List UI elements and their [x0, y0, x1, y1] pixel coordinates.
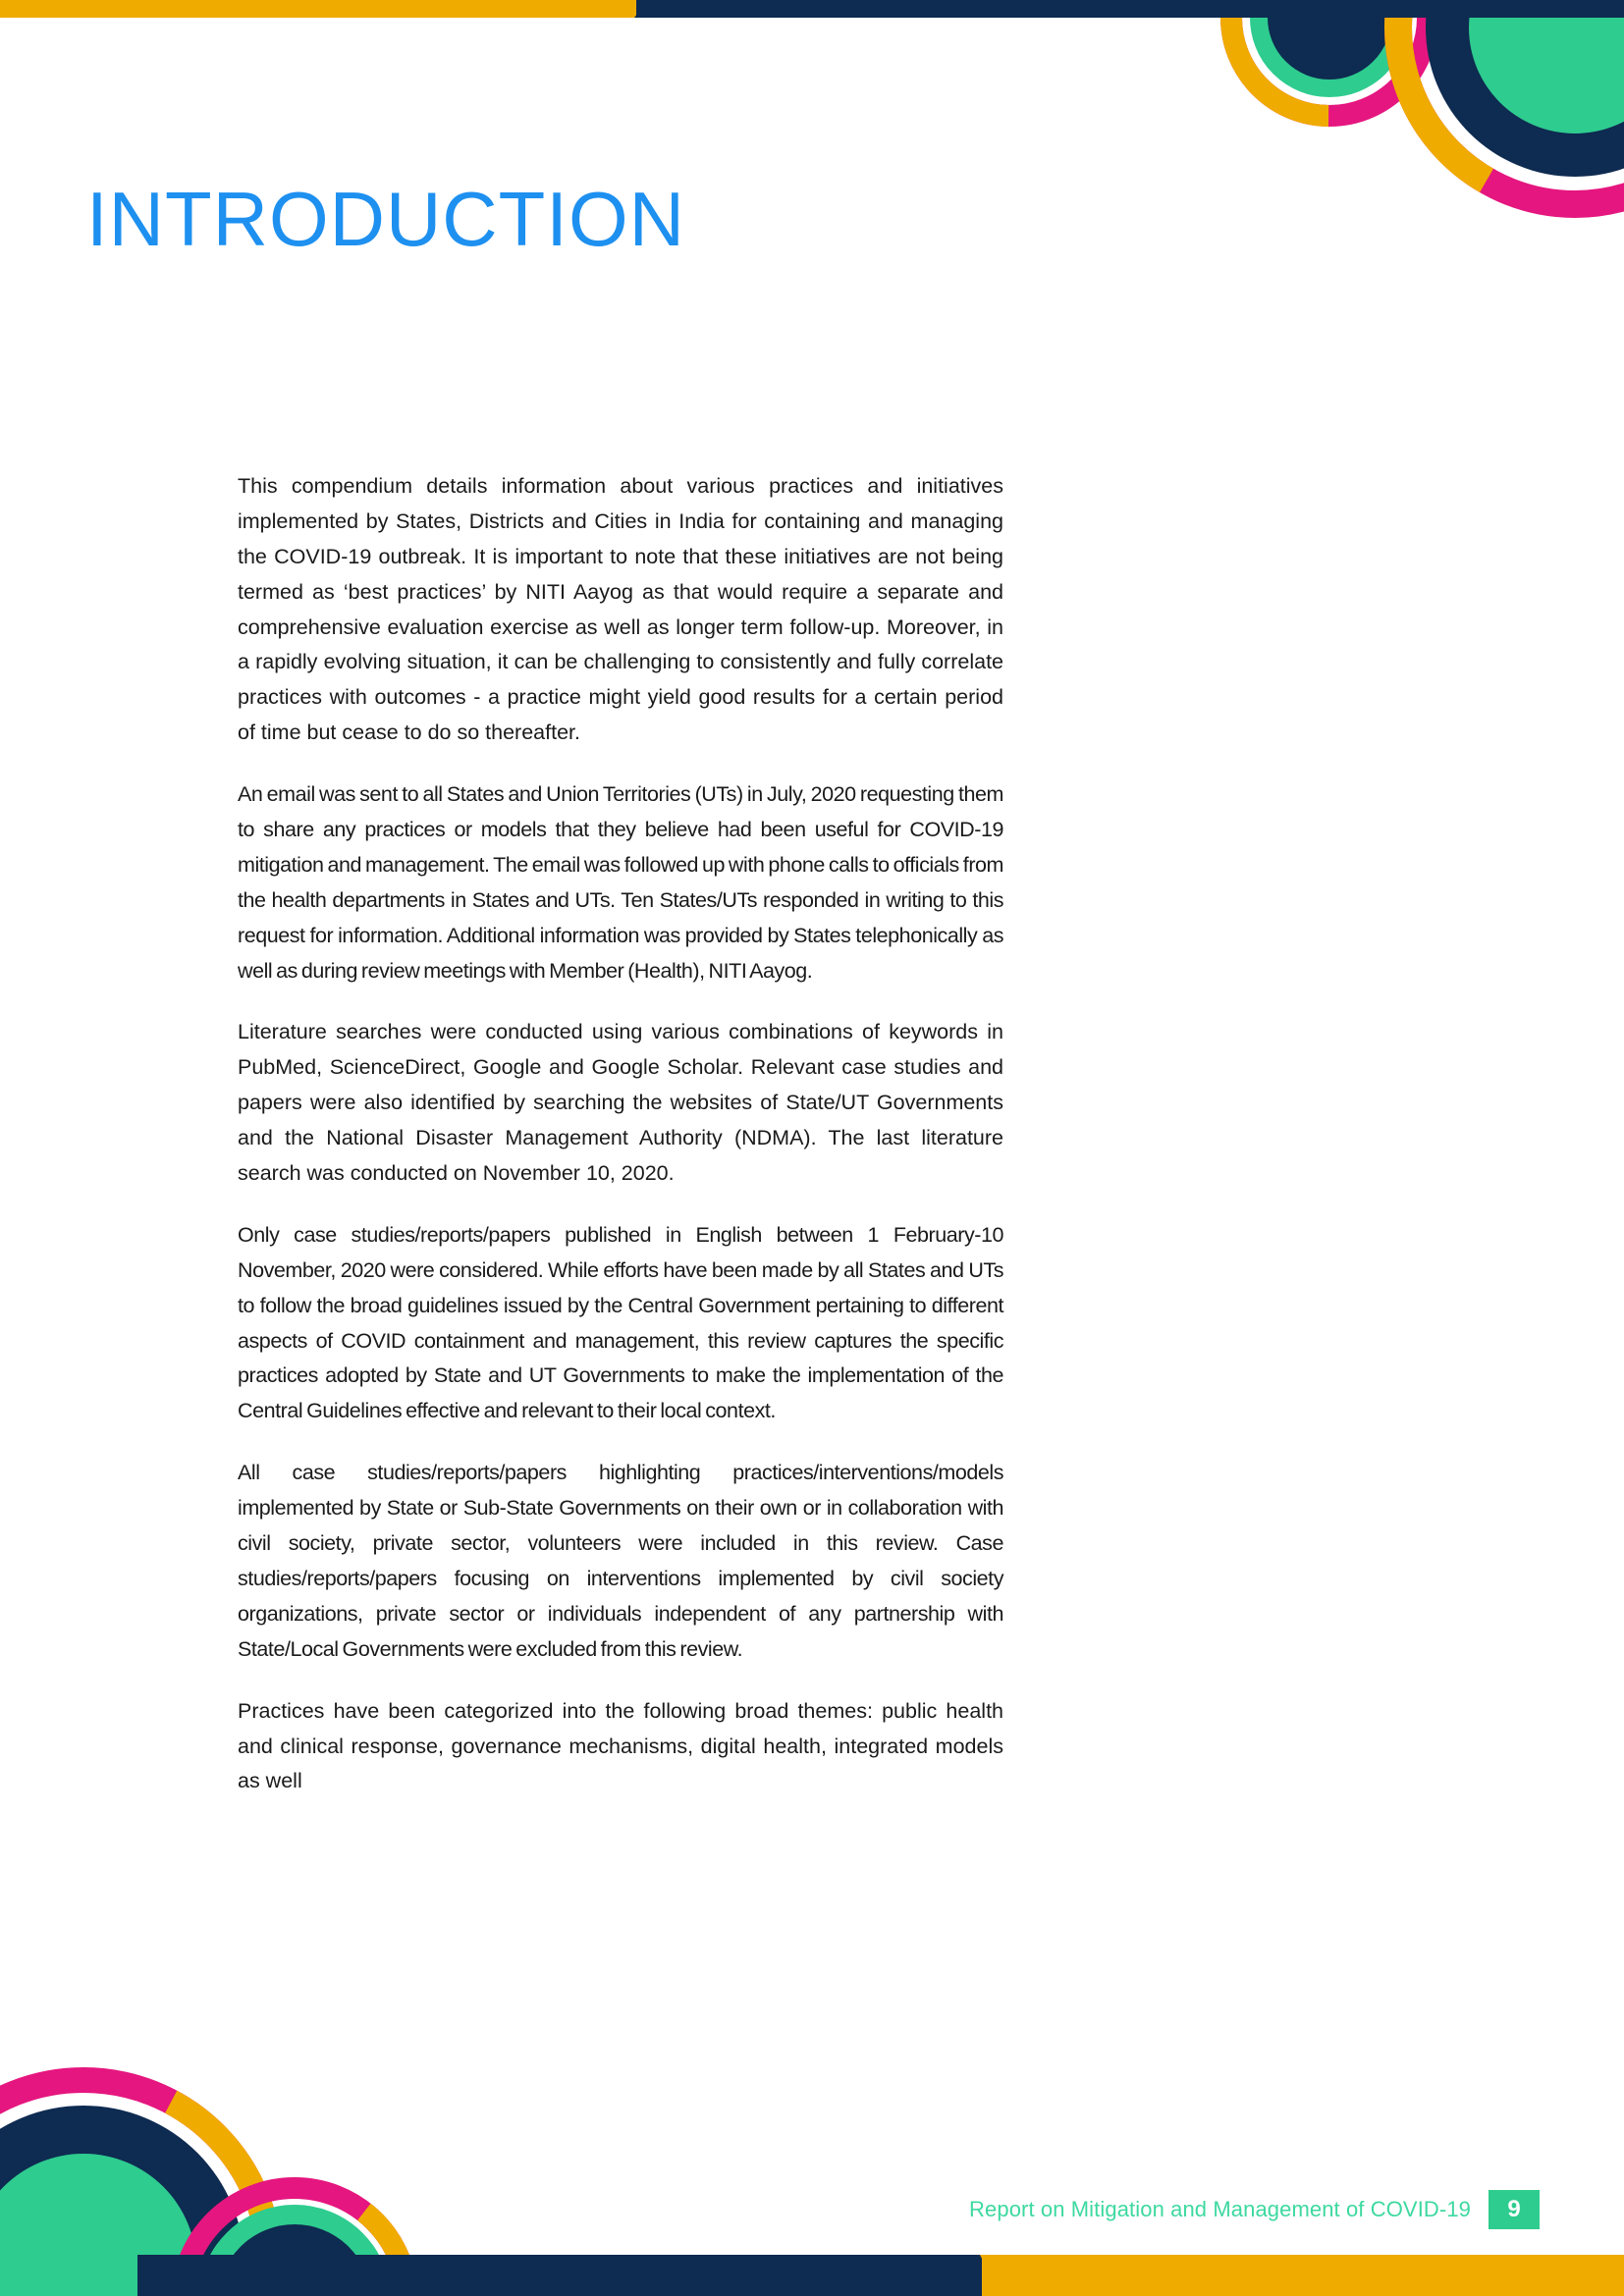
- bottom-bar-navy-segment: [137, 2255, 1001, 2296]
- top-decorative-bar: [0, 0, 1624, 18]
- top-bar-yellow-segment: [0, 0, 648, 18]
- paragraph-6: Practices have been categorized into the following broad themes: public health and clinical response, governance mechanisms, digital health, integrated models as well: [238, 1698, 1003, 1793]
- top-right-rings-svg: [1113, 0, 1624, 265]
- top-right-decoration: [1113, 0, 1624, 265]
- page-number-badge: 9: [1489, 2190, 1540, 2229]
- top-bar-navy-segment: [636, 0, 1624, 18]
- paragraph-3: Literature searches were conducted using various combinations of keywords in PubMed, ScienceDirect, Google and Google Scholar. Relevant case studies and papers were also identified by searching the websites of State/UT Governments and the National Disaster Management Authority (NDMA). The last literature search was conducted on November 10, 2020.: [238, 1020, 1003, 1186]
- paragraph-1: This compendium details information about various practices and initiatives implemented by States, Districts and Cities in India for containing and managing the COVID-19 outbreak. It is important to note that these initiatives are not being termed as ‘best practices’ by NITI Aayog as that would require a separate and comprehensive evaluation exercise as well as longer term follow-up. Moreover, in a rapidly evolving situation, it can be challenging to consistently and fully correlate practices with outcomes - a practice might yield good results for a certain period of time but cease to do so thereafter.: [238, 474, 1003, 745]
- footer-report-title: Report on Mitigation and Management of COVID-19: [969, 2197, 1471, 2221]
- body-content: [238, 469, 1003, 1826]
- page-footer: [969, 2190, 1540, 2229]
- bottom-left-rings-svg: [0, 1972, 550, 2296]
- paragraph-5: All case studies/reports/papers highlighting practices/interventions/models implemented by State or Sub-State Governments on their own or in collaboration with civil society, private sector, volunteers were included in this review. Case studies/reports/papers focusing on interventions implemented by civil society organizations, private sector or individuals independent of any partnership with State/Local Governments were excluded from this review.: [238, 1461, 1003, 1661]
- page-title: INTRODUCTION: [86, 176, 685, 263]
- paragraph-4: Only case studies/reports/papers published in English between 1 February-10 November, 2020 were considered. While efforts have been made by all States and UTs to follow the broad guidelines issued by the Central Government pertaining to different aspects of COVID containment and management, this review captures the specific practices adopted by State and UT Governments to make the implementation of the Central Guidelines effective and relevant to their local context.: [238, 1222, 1003, 1423]
- bottom-left-decoration: [0, 1972, 550, 2296]
- paragraph-2: An email was sent to all States and Union Territories (UTs) in July, 2020 requesting them to share any practices or models that they believe had been useful for COVID-19 mitigation and management. The email was followed up with phone calls to officials from the health departments in States and UTs. Ten States/UTs responded in writing to this request for information. Additional information was provided by States telephonically as well as during review meetings with Member (Health), NITI Aayog.: [238, 782, 1003, 983]
- bottom-decorative-bar: [0, 2255, 1624, 2296]
- bottom-bar-yellow-segment: [982, 2255, 1624, 2296]
